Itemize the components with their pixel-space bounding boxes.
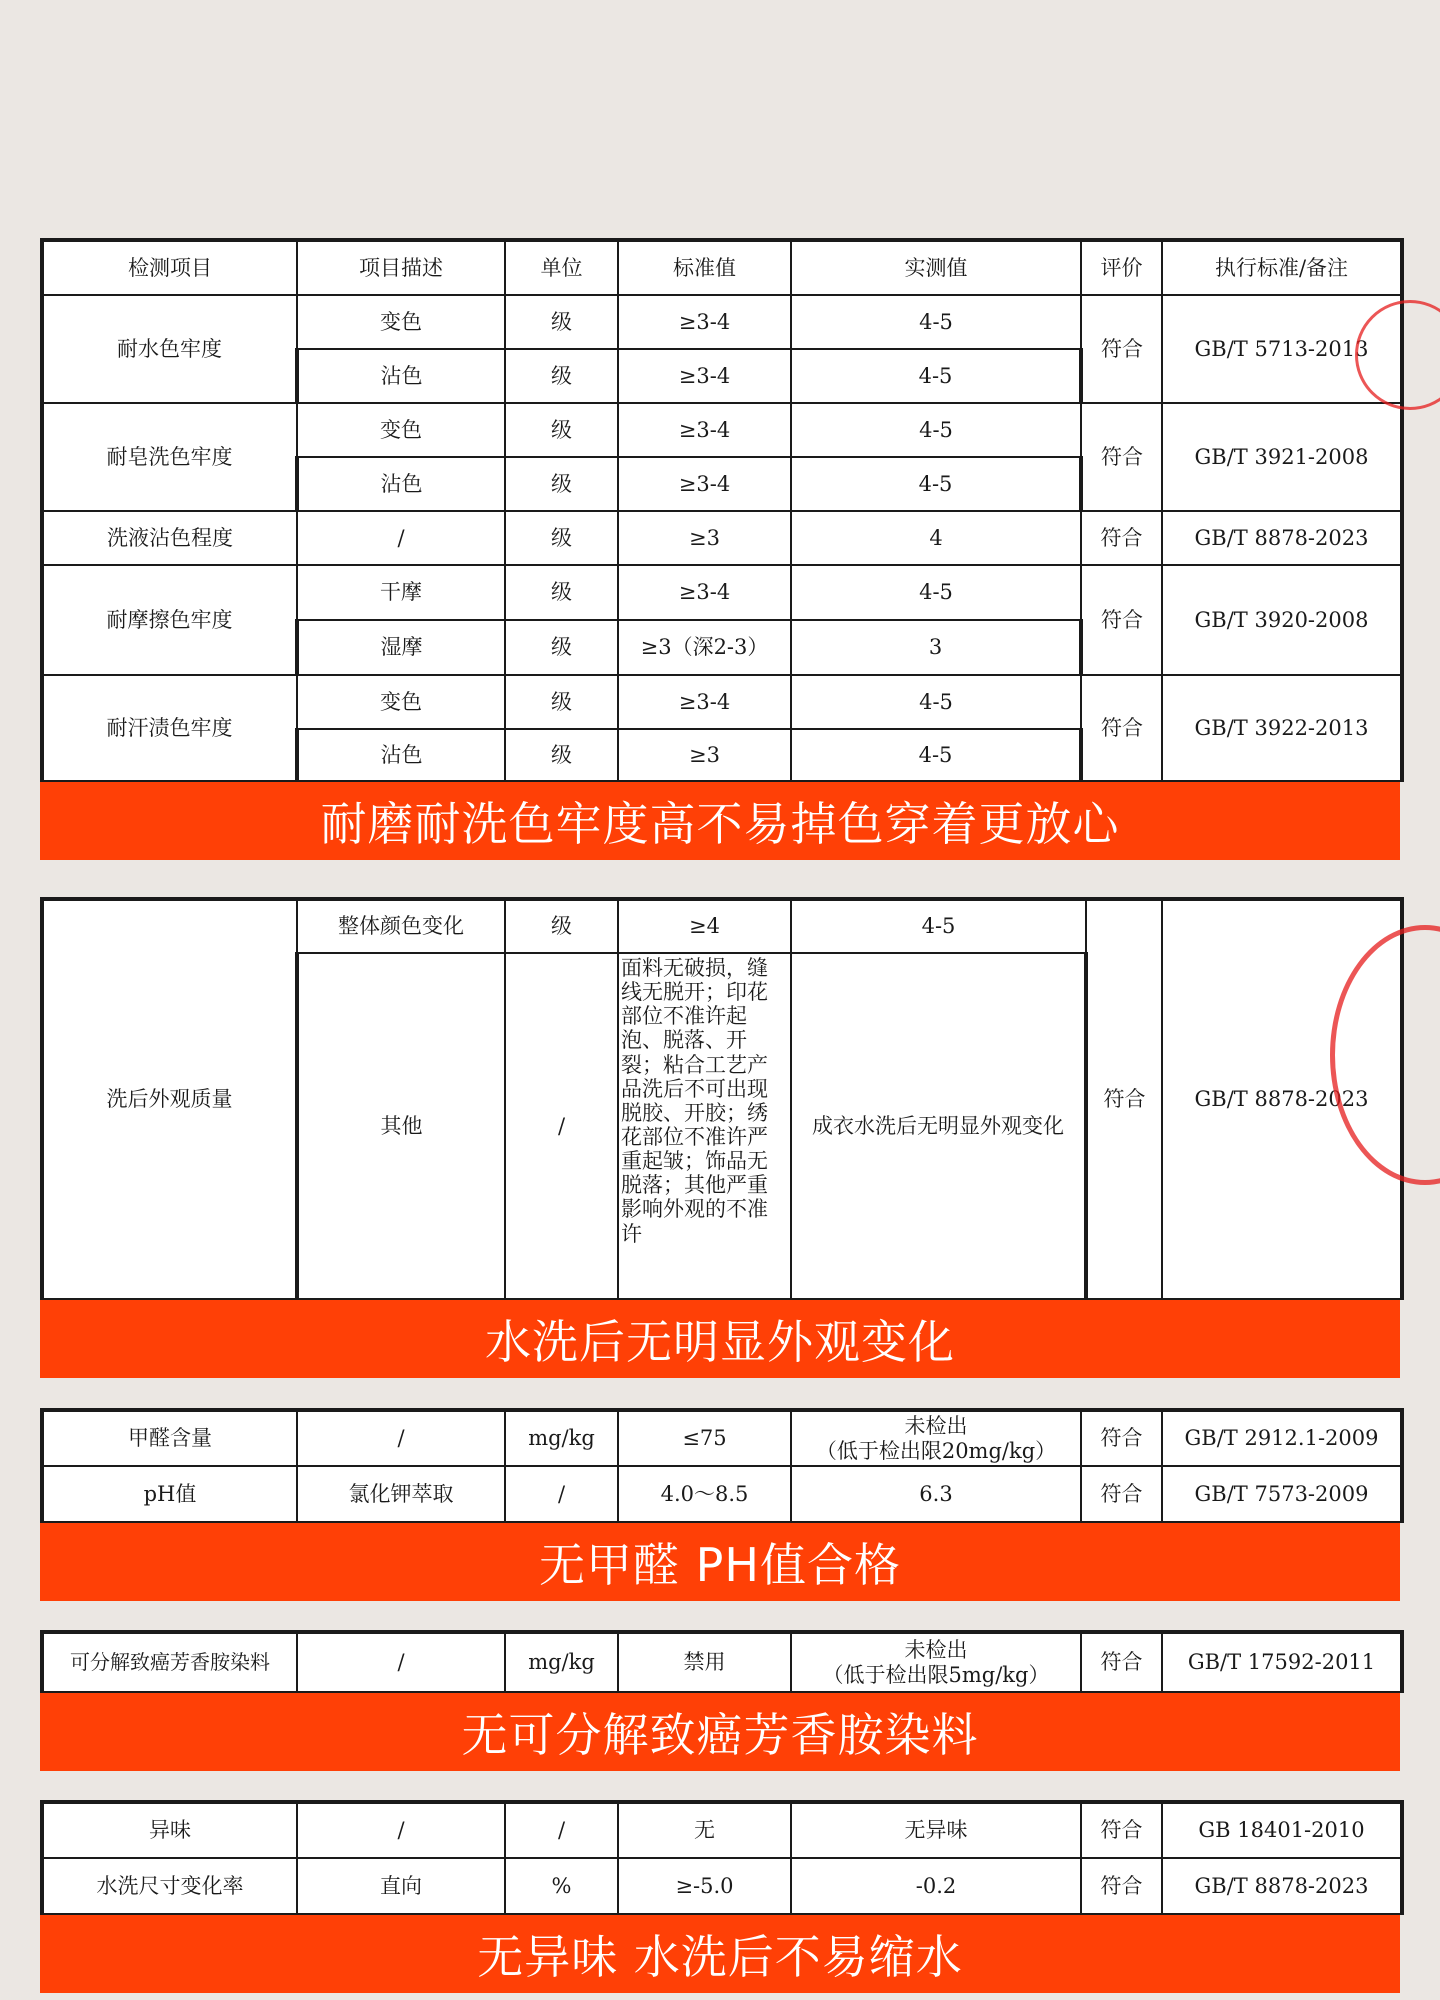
- desc-cell: 直向: [297, 1858, 505, 1914]
- item-cell: 耐摩擦色牢度: [42, 565, 297, 675]
- table-row: [42, 1632, 1402, 1692]
- azo-section: [40, 1630, 1400, 1771]
- evaluation-cell: 符合: [1081, 295, 1162, 403]
- standard-cell: GB/T 3920-2008: [1162, 565, 1402, 675]
- standard-value-cell: ≥3-4: [618, 349, 791, 403]
- standard-value-cell: ≥3-4: [618, 403, 791, 457]
- appearance-section: [40, 897, 1400, 1378]
- standard-value-cell: 4.0～8.5: [618, 1466, 791, 1522]
- standard-cell: GB/T 17592-2011: [1162, 1632, 1402, 1692]
- standard-value-cell: ≥3: [618, 729, 791, 781]
- measured-value-cell: [791, 1410, 1081, 1466]
- unit-cell: 级: [505, 403, 618, 457]
- desc-cell: 干摩: [297, 565, 505, 620]
- item-cell: 耐汗渍色牢度: [42, 675, 297, 781]
- table-row: [42, 295, 1402, 349]
- item-cell: 耐皂洗色牢度: [42, 403, 297, 511]
- evaluation-cell: 符合: [1081, 1802, 1162, 1858]
- desc-cell: 变色: [297, 403, 505, 457]
- measured-value-cell: 3: [791, 620, 1081, 675]
- standard-cell: GB/T 7573-2009: [1162, 1466, 1402, 1522]
- measured-value-cell: 4: [791, 511, 1081, 565]
- value-line: （低于检出限5mg/kg）: [822, 1662, 1050, 1687]
- evaluation-cell: 符合: [1081, 675, 1162, 781]
- header-cell: 项目描述: [297, 240, 505, 295]
- measured-value-cell: 6.3: [791, 1466, 1081, 1522]
- evaluation-cell: 符合: [1081, 1410, 1162, 1466]
- evaluation-cell: 符合: [1081, 403, 1162, 511]
- standard-cell: GB/T 3921-2008: [1162, 403, 1402, 511]
- item-cell: pH值: [42, 1466, 297, 1522]
- evaluation-cell: 符合: [1081, 565, 1162, 675]
- desc-cell: /: [297, 1410, 505, 1466]
- table-row: [42, 565, 1402, 620]
- standard-value-cell: ≥3（深2-3）: [618, 620, 791, 675]
- unit-cell: 级: [505, 620, 618, 675]
- misc-section: [40, 1800, 1400, 1993]
- colorfastness-section: [40, 238, 1400, 860]
- unit-cell: 级: [505, 511, 618, 565]
- table-row: [42, 1410, 1402, 1466]
- unit-cell: 级: [505, 349, 618, 403]
- measured-value-cell: 4-5: [791, 349, 1081, 403]
- header-cell: 标准值: [618, 240, 791, 295]
- chemical-table: [40, 1408, 1404, 1523]
- desc-cell: 变色: [297, 295, 505, 349]
- unit-cell: /: [505, 1802, 618, 1858]
- misc-table: [40, 1800, 1404, 1915]
- item-cell: 水洗尺寸变化率: [42, 1858, 297, 1914]
- value-line: 未检出: [904, 1414, 968, 1439]
- measured-value-cell: 4-5: [791, 675, 1081, 729]
- chemical-section: [40, 1408, 1400, 1601]
- promo-banner: 无甲醛 PH值合格: [40, 1523, 1400, 1601]
- measured-value-cell: 4-5: [791, 295, 1081, 349]
- desc-cell: /: [297, 1632, 505, 1692]
- standard-cell: GB/T 2912.1-2009: [1162, 1410, 1402, 1466]
- measured-value-cell: [791, 1632, 1081, 1692]
- header-cell: 执行标准/备注: [1162, 240, 1402, 295]
- value-line: 未检出: [904, 1638, 968, 1663]
- promo-banner: 无异味 水洗后不易缩水: [40, 1915, 1400, 1993]
- desc-cell: 沾色: [297, 729, 505, 781]
- colorfastness-table: [40, 238, 1404, 782]
- standard-value-cell: ≤75: [618, 1410, 791, 1466]
- unit-cell: 级: [505, 565, 618, 620]
- standard-value-cell: ≥-5.0: [618, 1858, 791, 1914]
- measured-value-cell: 4-5: [791, 729, 1081, 781]
- desc-cell: 沾色: [297, 457, 505, 511]
- evaluation-cell: 符合: [1081, 1858, 1162, 1914]
- table-row: [42, 899, 1402, 953]
- table-row: [42, 403, 1402, 457]
- standard-cell: GB/T 8878-2023: [1162, 511, 1402, 565]
- unit-cell: 级: [505, 675, 618, 729]
- value-line: （低于检出限20mg/kg）: [815, 1438, 1057, 1463]
- table-header-row: [42, 240, 1402, 295]
- item-cell: 洗液沾色程度: [42, 511, 297, 565]
- unit-cell: 级: [505, 729, 618, 781]
- appearance-table: [40, 897, 1404, 1300]
- desc-cell: /: [297, 511, 505, 565]
- measured-value-cell: 成衣水洗后无明显外观变化: [791, 953, 1086, 1299]
- table-row: [42, 1466, 1402, 1522]
- desc-cell: 整体颜色变化: [297, 899, 505, 953]
- unit-cell: /: [505, 953, 618, 1299]
- item-cell: 可分解致癌芳香胺染料: [42, 1632, 297, 1692]
- standard-value-cell: ≥4: [618, 899, 791, 953]
- azo-table: [40, 1630, 1404, 1693]
- standard-value-cell: ≥3-4: [618, 457, 791, 511]
- standard-cell: GB/T 3922-2013: [1162, 675, 1402, 781]
- evaluation-cell: 符合: [1081, 1466, 1162, 1522]
- desc-cell: 变色: [297, 675, 505, 729]
- measured-value-cell: 4-5: [791, 403, 1081, 457]
- item-cell: 甲醛含量: [42, 1410, 297, 1466]
- desc-cell: /: [297, 1802, 505, 1858]
- unit-cell: mg/kg: [505, 1410, 618, 1466]
- header-cell: 实测值: [791, 240, 1081, 295]
- unit-cell: 级: [505, 457, 618, 511]
- measured-value-cell: -0.2: [791, 1858, 1081, 1914]
- table-row: [42, 675, 1402, 729]
- promo-banner: 耐磨耐洗色牢度高不易掉色穿着更放心: [40, 782, 1400, 860]
- standard-value-cell: ≥3: [618, 511, 791, 565]
- standard-cell: GB/T 8878-2023: [1162, 1858, 1402, 1914]
- standard-value-cell: 禁用: [618, 1632, 791, 1692]
- unit-cell: %: [505, 1858, 618, 1914]
- standard-value-cell: 面料无破损，缝线无脱开；印花部位不准许起泡、脱落、开裂；粘合工艺产品洗后不可出现脱胶、开胶；绣花部位不准许严重起皱；饰品无脱落；其他严重影响外观的不准许: [618, 953, 791, 1299]
- evaluation-cell: 符合: [1081, 1632, 1162, 1692]
- unit-cell: /: [505, 1466, 618, 1522]
- desc-cell: 沾色: [297, 349, 505, 403]
- standard-cell: GB/T 5713-2013: [1162, 295, 1402, 403]
- standard-value-cell: ≥3-4: [618, 565, 791, 620]
- measured-value-cell: 无异味: [791, 1802, 1081, 1858]
- header-cell: 评价: [1081, 240, 1162, 295]
- desc-cell: 氯化钾萃取: [297, 1466, 505, 1522]
- item-cell: 耐水色牢度: [42, 295, 297, 403]
- desc-cell: 其他: [297, 953, 505, 1299]
- header-cell: 单位: [505, 240, 618, 295]
- desc-cell: 湿摩: [297, 620, 505, 675]
- promo-banner: 水洗后无明显外观变化: [40, 1300, 1400, 1378]
- header-cell: 检测项目: [42, 240, 297, 295]
- standard-cell: GB/T 8878-2023: [1162, 899, 1402, 1299]
- evaluation-cell: 符合: [1086, 899, 1162, 1299]
- standard-cell: GB 18401-2010: [1162, 1802, 1402, 1858]
- measured-value-cell: 4-5: [791, 457, 1081, 511]
- evaluation-cell: 符合: [1081, 511, 1162, 565]
- measured-value-cell: 4-5: [791, 565, 1081, 620]
- standard-value-cell: ≥3-4: [618, 675, 791, 729]
- measured-value-cell: 4-5: [791, 899, 1086, 953]
- table-row: [42, 1802, 1402, 1858]
- unit-cell: 级: [505, 295, 618, 349]
- item-cell: 异味: [42, 1802, 297, 1858]
- item-cell: 洗后外观质量: [42, 899, 297, 1299]
- unit-cell: 级: [505, 899, 618, 953]
- standard-value-cell: ≥3-4: [618, 295, 791, 349]
- promo-banner: 无可分解致癌芳香胺染料: [40, 1693, 1400, 1771]
- unit-cell: mg/kg: [505, 1632, 618, 1692]
- table-row: [42, 511, 1402, 565]
- standard-value-cell: 无: [618, 1802, 791, 1858]
- table-row: [42, 1858, 1402, 1914]
